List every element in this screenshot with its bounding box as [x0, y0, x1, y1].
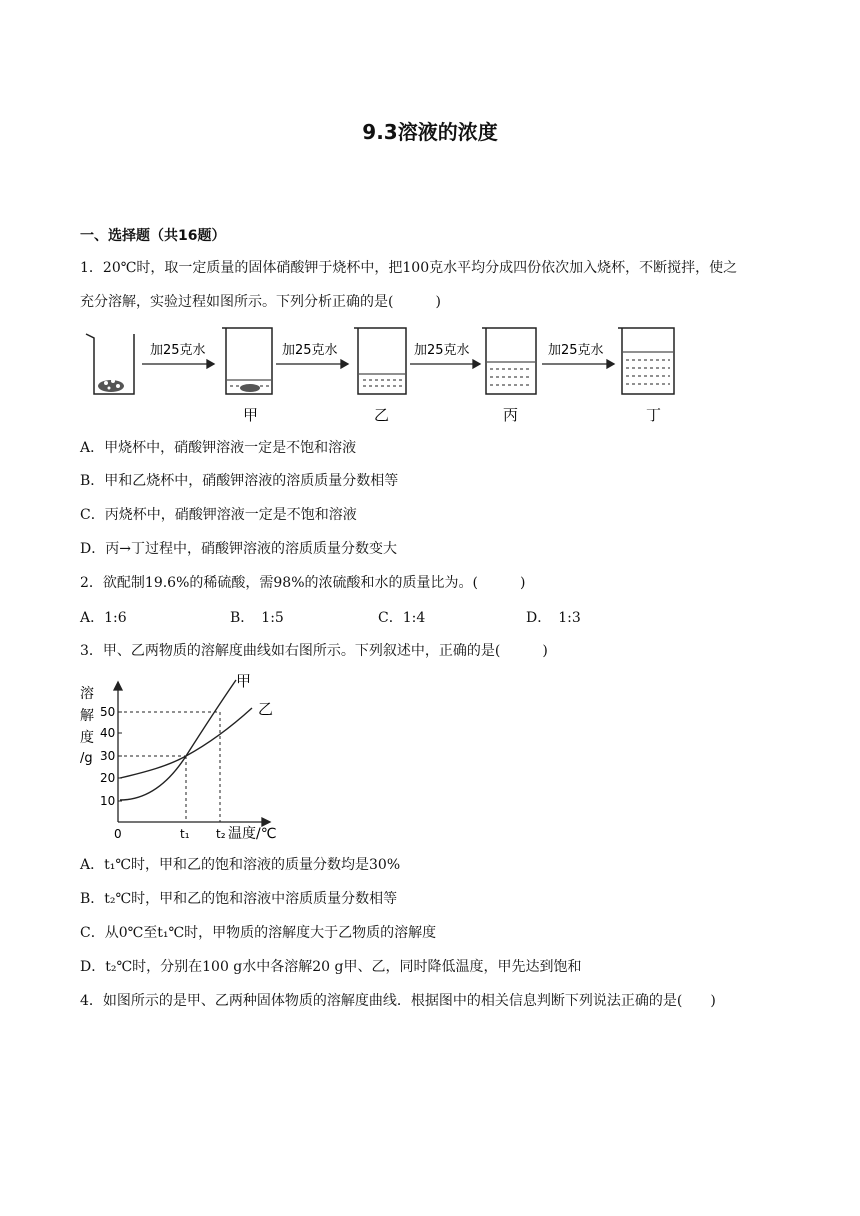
beaker-bing	[482, 328, 536, 394]
q2-option-d: D． 1:3	[526, 610, 581, 626]
ytick-label: 10	[100, 794, 116, 808]
q3-option-a: A．t₁℃时，甲和乙的饱和溶液的质量分数均是30%	[80, 857, 401, 873]
q1-stem-line2: 充分溶解，实验过程如图所示。下列分析正确的是( )	[80, 294, 441, 310]
arrow-2	[276, 360, 348, 368]
q2-stem: 2．欲配制19.6%的稀硫酸，需98%的浓硫酸和水的质量比为。( )	[80, 575, 526, 591]
section-heading: 一、选择题（共16题）	[80, 228, 226, 244]
beaker-label-yi: 乙	[374, 406, 390, 424]
q2-option-b: B． 1:5	[230, 610, 284, 626]
ylabel-char: 解	[80, 708, 94, 724]
ylabel-char: /g	[80, 751, 93, 766]
q4-stem: 4．如图所示的是甲、乙两种固体物质的溶解度曲线．根据图中的相关信息判断下列说法正确的是( )	[80, 993, 716, 1009]
q1-option-c: C．丙烧杯中，硝酸钾溶液一定是不饱和溶液	[80, 507, 357, 523]
beaker-yi	[354, 328, 406, 394]
arrow-1	[142, 360, 214, 368]
q3-solubility-graph	[76, 672, 286, 842]
arrow-4	[542, 360, 614, 368]
q1-option-d: D．丙→丁过程中，硝酸钾溶液的溶质质量分数变大	[80, 541, 397, 557]
y-axis-arrow	[114, 682, 122, 690]
solid-pile	[98, 379, 124, 392]
q2-option-c: C．1:4	[378, 610, 426, 626]
xtick-label: t₂	[216, 827, 226, 841]
curve-jia	[120, 680, 236, 800]
ylabel-char: 溶	[80, 686, 94, 702]
ytick-label: 40	[100, 726, 116, 740]
arrow-3	[410, 360, 480, 368]
ytick-label: 50	[100, 705, 116, 719]
q3-stem: 3．甲、乙两物质的溶解度曲线如右图所示。下列叙述中，正确的是( )	[80, 643, 548, 659]
beaker-label-jia: 甲	[243, 406, 259, 424]
arrow-label: 加25克水	[548, 343, 604, 358]
curve-yi	[120, 708, 252, 778]
q3-option-d: D．t₂℃时，分别在100 g水中各溶解20 g甲、乙，同时降低温度，甲先达到饱和	[80, 959, 582, 975]
origin-label: 0	[114, 827, 122, 841]
q3-option-b: B．t₂℃时，甲和乙的饱和溶液中溶质质量分数相等	[80, 891, 398, 907]
beaker-label-ding: 丁	[646, 406, 662, 424]
arrow-label: 加25克水	[282, 343, 338, 358]
q1-option-a: A．甲烧杯中，硝酸钾溶液一定是不饱和溶液	[80, 440, 357, 456]
page-title: 9.3溶液的浓度	[362, 120, 498, 144]
ytick-label: 30	[100, 749, 116, 763]
q1-stem-line1: 1．20℃时，取一定质量的固体硝酸钾于烧杯中，把100克水平均分成四份依次加入烧杯，不断搅拌，使之	[80, 260, 738, 276]
x-axis-arrow	[262, 818, 270, 826]
q2-option-a: A．1:6	[80, 610, 127, 626]
ytick-label: 20	[100, 771, 116, 785]
q1-beaker-figure	[80, 322, 700, 426]
q3-option-c: C．从0℃至t₁℃时，甲物质的溶解度大于乙物质的溶解度	[80, 925, 437, 941]
curve-label-jia: 甲	[236, 672, 252, 690]
xtick-label: t₁	[180, 827, 190, 841]
xlabel: 温度/℃	[228, 826, 277, 842]
arrow-label: 加25克水	[414, 343, 470, 358]
beaker-label-bing: 丙	[503, 406, 519, 424]
arrow-label: 加25克水	[150, 343, 206, 358]
ylabel-char: 度	[80, 730, 94, 746]
q1-option-b: B．甲和乙烧杯中，硝酸钾溶液的溶质质量分数相等	[80, 473, 399, 489]
curve-label-yi: 乙	[258, 700, 274, 718]
